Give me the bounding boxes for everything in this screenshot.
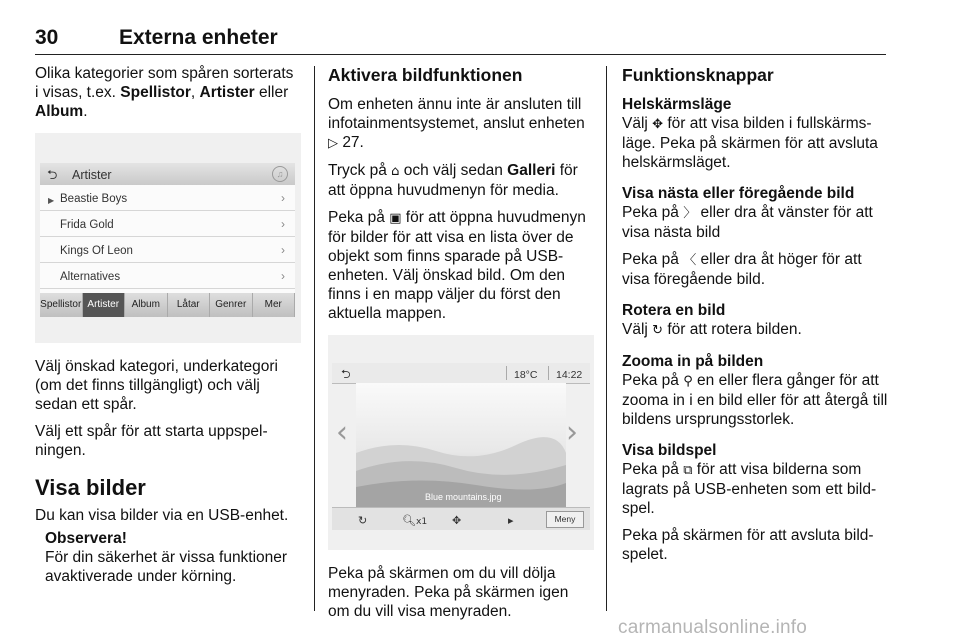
zoom-icon[interactable]: 🔍︎x1 (402, 514, 428, 527)
screen-title: Artister (72, 168, 112, 182)
gallery-screenshot (328, 335, 594, 550)
paragraph: Du kan visa bilder via en USB-enhet. (35, 507, 289, 524)
image-filename: Blue mountains.jpg (425, 492, 502, 502)
back-icon[interactable]: ⮌ (341, 367, 351, 381)
column-divider (606, 66, 607, 611)
temperature: 18°C (514, 369, 538, 381)
section-heading: Funktionsknappar (622, 65, 774, 85)
chapter-title: Externa enheter (119, 26, 278, 49)
column-divider (314, 66, 315, 611)
next-previous-section: Visa nästa eller föregående bild Peka på 〉 eller dra åt vänster för att visa nästa bild Peka på 〈 eller dra åt höger för att visa föregående bild. (622, 185, 873, 288)
fullscreen-section: Helskärmsläge Välj ✥ för att visa bilden i fullskärms-läge. Peka på skärmen för att avsluta helskärmsläget. (622, 96, 878, 171)
intro-paragraph: Olika kategorier som spåren sorterats i visas, t.ex. Spellistor, Artister eller Album. (35, 65, 294, 120)
chevron-left-icon[interactable]: ‹ (336, 415, 348, 450)
slideshow-section: Visa bildspel Peka på ⧉ för att visa bilderna som lagrats på USB-enheten som ett bild-spel. Peka på skärmen för att avsluta bild-spelet. (622, 442, 877, 563)
tab-mer[interactable]: Mer (253, 293, 296, 317)
artist-list (40, 185, 295, 293)
chevron-right-icon: › (281, 217, 285, 231)
tab-artister[interactable]: Artister (83, 293, 126, 317)
slideshow-icon[interactable]: ▸ (508, 514, 514, 527)
screen-title-bar (40, 163, 295, 186)
play-icon: ▶ (48, 196, 55, 205)
chevron-left-icon: 〈 (683, 253, 697, 268)
divider (548, 366, 549, 380)
chevron-right-icon: › (281, 243, 285, 257)
fullscreen-icon[interactable]: ✥ (452, 514, 462, 527)
menu-button[interactable]: Meny (546, 511, 584, 528)
page-number: 30 (35, 26, 59, 49)
list-item[interactable]: Alternatives › (40, 263, 295, 289)
chevron-right-icon: › (281, 269, 285, 283)
section-heading: Visa bilder (35, 475, 146, 500)
zoom-section: Zooma in på bilden Peka på ⚲ en eller flera gånger för att zooma in i en bild eller för att återgå till bildens ursprungsstorlek. (622, 353, 888, 428)
divider (506, 366, 507, 380)
paragraph: Peka på skärmen om du vill dölja menyraden. Peka på skärmen igen om du vill visa menyraden. (328, 565, 569, 620)
music-note-icon[interactable]: ♫ (272, 166, 288, 182)
note-text: För din säkerhet är vissa funktioner avaktiverade under körning. (45, 549, 288, 585)
tab-latar[interactable]: Låtar (168, 293, 211, 317)
chevron-right-icon: › (281, 191, 285, 205)
paragraph: Välj önskad kategori, underkategori (om det finns tillgängligt) och välj sedan ett spår. (35, 358, 278, 413)
zoom-icon: ⚲ (683, 374, 693, 389)
chevron-right-icon[interactable]: › (566, 415, 578, 450)
paragraph: Tryck på ⌂ och välj sedan Galleri för att öppna huvudmenyn för media. (328, 162, 578, 199)
home-icon: ⌂ (391, 164, 400, 179)
note-title: Observera! (45, 530, 127, 547)
image-toolbar (332, 507, 590, 530)
clock: 14:22 (556, 369, 583, 381)
rotate-icon[interactable]: ↻ (358, 514, 368, 527)
tab-album[interactable]: Album (125, 293, 168, 317)
column-1 (35, 64, 301, 594)
watermark: carmanualsonline.info (618, 617, 808, 638)
slideshow-icon: ⧉ (683, 463, 693, 478)
list-item[interactable]: Frida Gold › (40, 211, 295, 237)
tab-spellistor[interactable]: Spellistor (40, 293, 83, 317)
list-item[interactable]: Kings Of Leon › (40, 237, 295, 263)
column-2 (328, 64, 594, 629)
page-ref-icon: ▷ (328, 136, 338, 151)
paragraph: Om enheten ännu inte är ansluten till infotainmentsystemet, anslut enheten ▷ 27. (328, 96, 585, 151)
rotate-section: Rotera en bild Välj ↻ för att rotera bilden. (622, 302, 802, 338)
note-box (45, 529, 301, 586)
list-item[interactable]: ▶ Beastie Boys › (40, 185, 295, 211)
gallery-icon: ▣ (389, 211, 402, 226)
chevron-right-icon: 〉 (683, 206, 697, 221)
artists-screenshot (35, 133, 301, 343)
section-heading: Aktivera bildfunktionen (328, 65, 523, 85)
paragraph: Peka på ▣ för att öppna huvudmenyn för bilder för att visa en lista över de objekt som finns sparade på USB-enheten. Välj önskad bild. Om den finns i en mapp väljer du först den aktuella mappen. (328, 209, 586, 322)
fullscreen-icon: ✥ (652, 117, 664, 132)
column-3 (622, 64, 888, 576)
page-header (35, 26, 886, 55)
screen-status-bar (332, 363, 590, 384)
paragraph: Välj ett spår för att starta uppspel-ningen. (35, 423, 268, 459)
back-icon[interactable]: ⮌ (47, 168, 58, 183)
rotate-icon: ↻ (652, 323, 664, 338)
category-tabs (40, 293, 295, 317)
tab-genrer[interactable]: Genrer (210, 293, 253, 317)
